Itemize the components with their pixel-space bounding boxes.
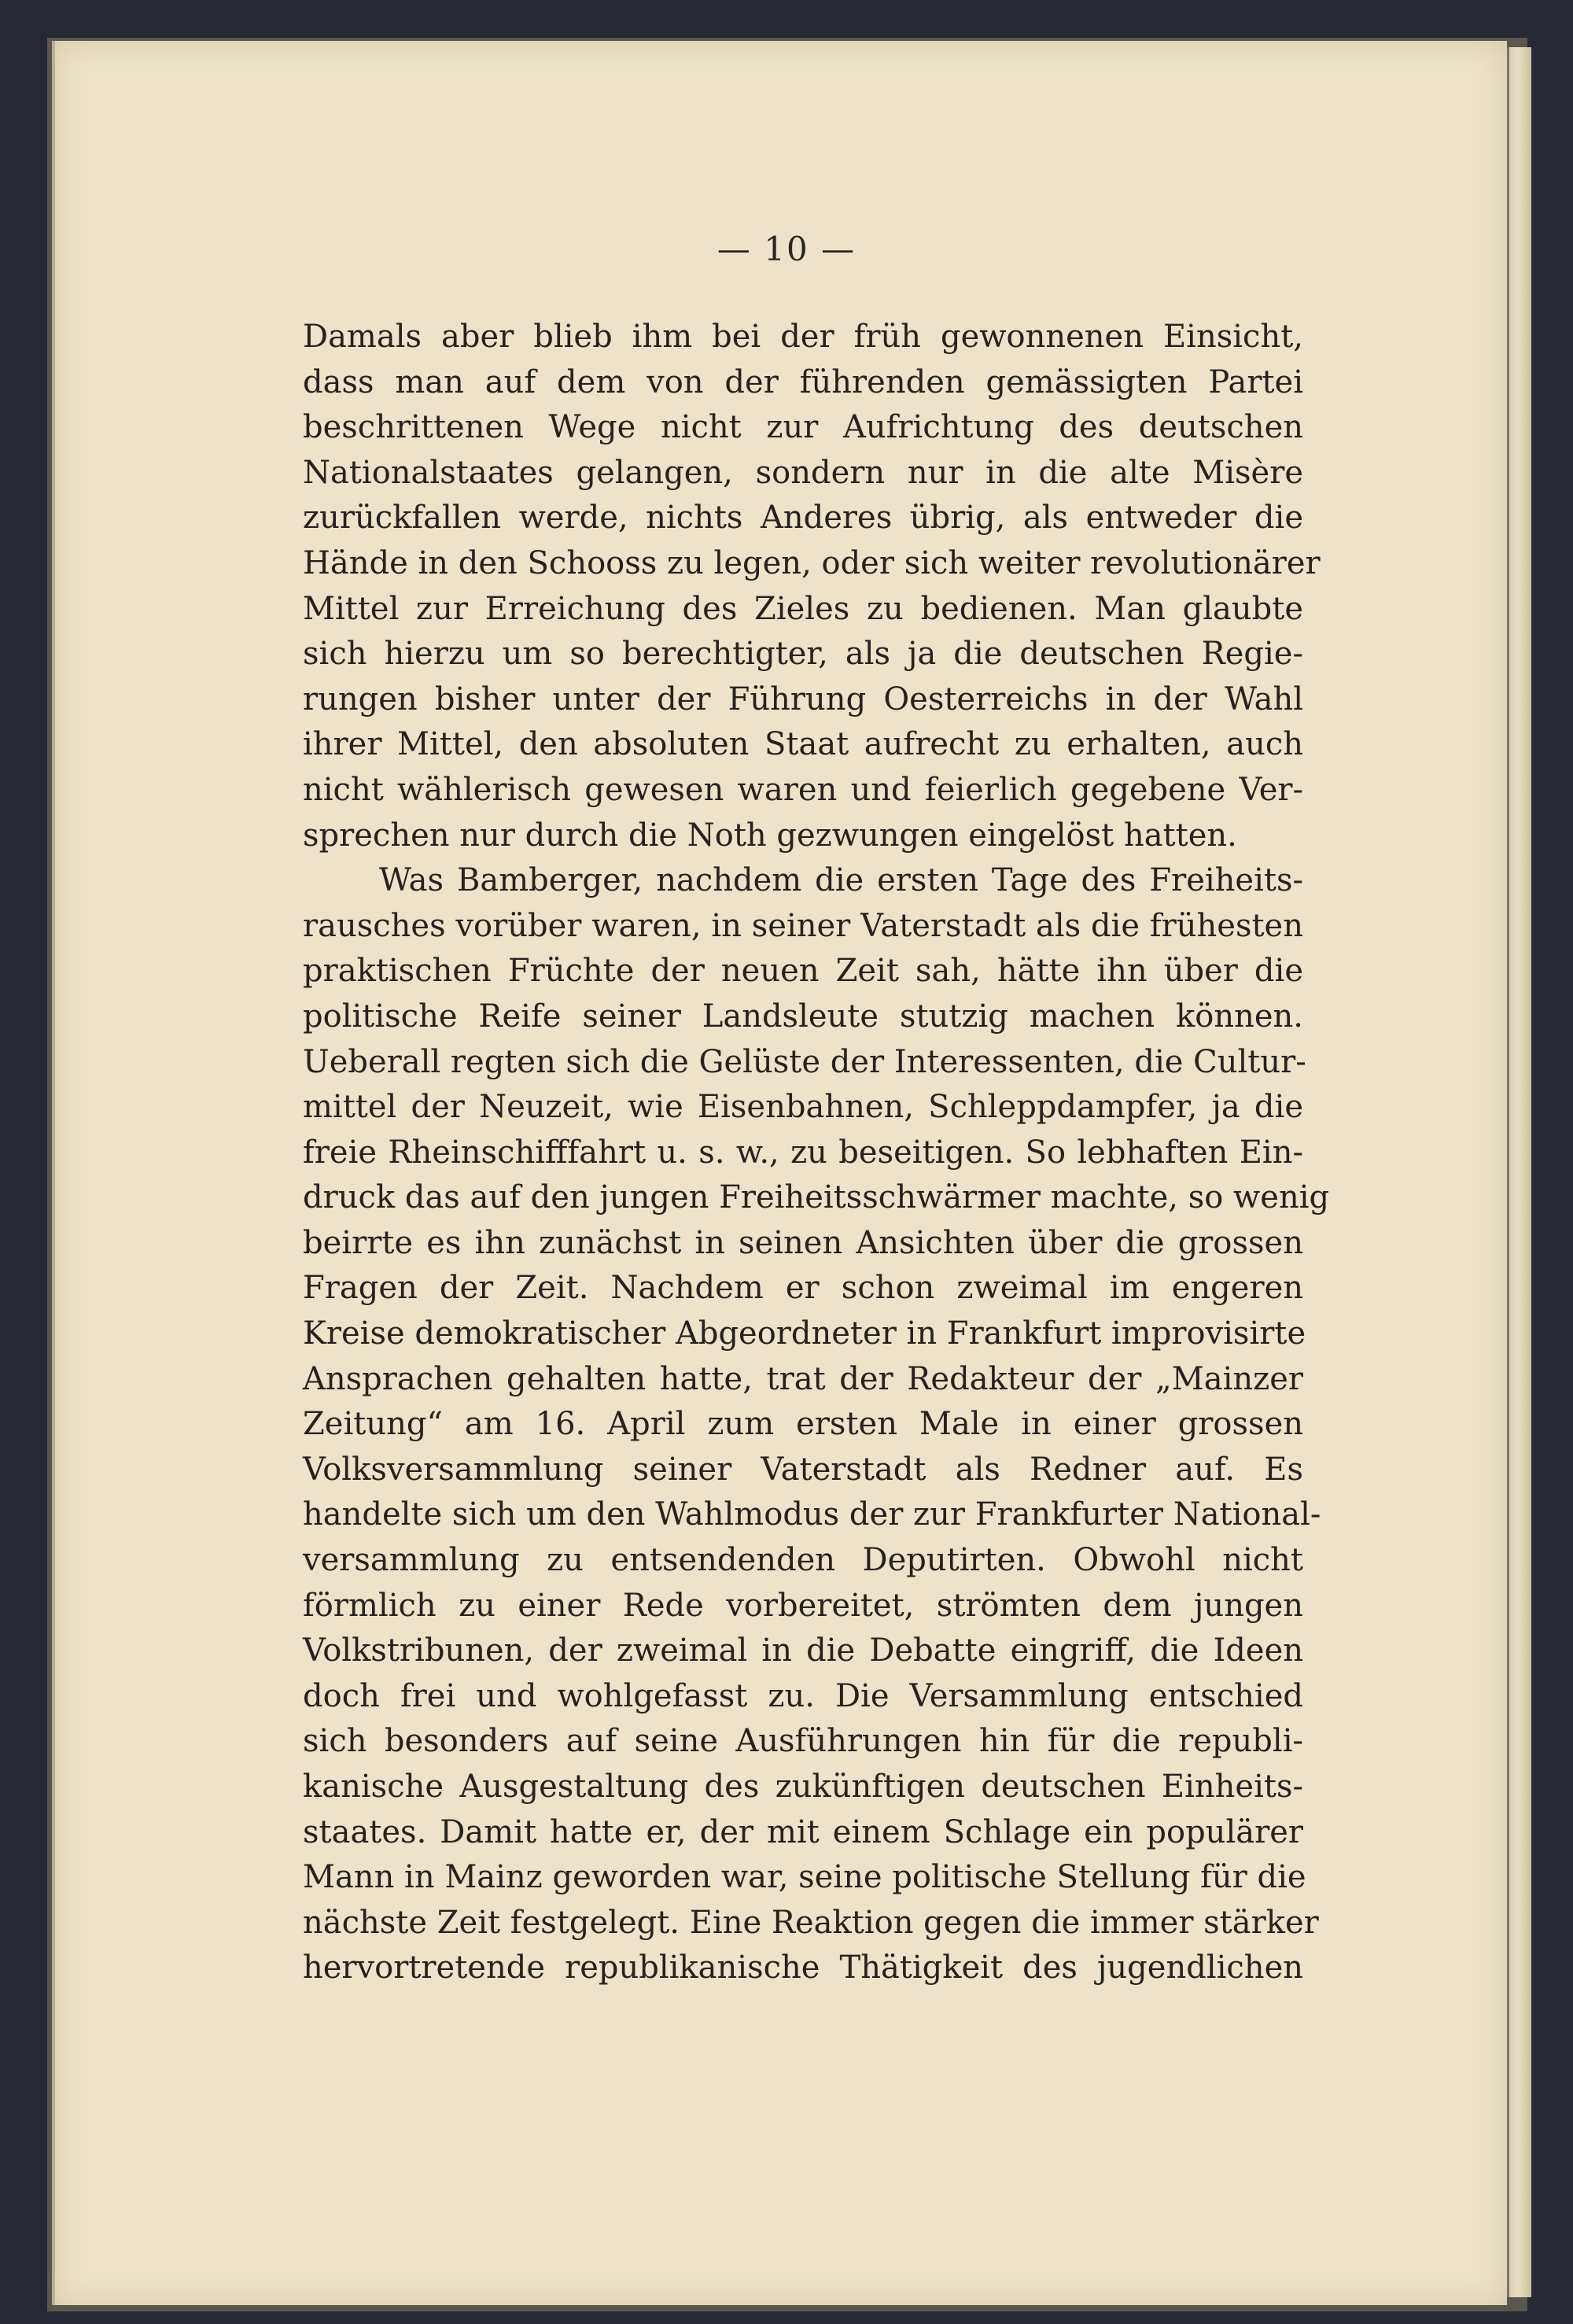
- text-line: förmlich zu einer Rede vorbereitet, strömten dem jungen: [303, 1587, 1303, 1624]
- paragraph-1: [303, 315, 1321, 858]
- text-line: Mittel zur Erreichung des Zieles zu bedienen. Man glaubte: [303, 590, 1303, 627]
- text-line: hervortretende republikanische Thätigkeit des jugendlichen: [303, 1950, 1303, 1986]
- text-line: beschrittenen Wege nicht zur Aufrichtung des deutschen: [303, 409, 1303, 446]
- text-line: ihrer Mittel, den absoluten Staat aufrecht zu erhalten, auch: [303, 726, 1303, 763]
- text-line: nicht wählerisch gewesen waren und feierlich gegebene Ver-: [303, 771, 1303, 808]
- text-line: Hände in den Schooss zu legen, oder sich weiter revolutionärer: [303, 544, 1321, 581]
- page-right-edge: [1507, 47, 1531, 2297]
- text-line: Mann in Mainz geworden war, seine politische Stellung für die: [303, 1859, 1306, 1896]
- text-line: mittel der Neuzeit, wie Eisenbahnen, Schleppdampfer, ja die: [303, 1089, 1303, 1126]
- text-line: versammlung zu entsendenden Deputirten. Obwohl nicht: [303, 1542, 1303, 1579]
- text-line: rausches vorüber waren, in seiner Vaterstadt als die frühesten: [303, 907, 1303, 944]
- text-line: Volkstribunen, der zweimal in die Debatte eingriff, die Ideen: [303, 1632, 1303, 1669]
- text-line: sprechen nur durch die Noth gezwungen eingelöst hatten.: [303, 817, 1237, 854]
- text-line: kanische Ausgestaltung des zukünftigen deutschen Einheits-: [303, 1769, 1303, 1805]
- text-line: politische Reife seiner Landsleute stutzig machen können.: [303, 998, 1303, 1035]
- text-line: handelte sich um den Wahlmodus der zur Frankfurter National-: [303, 1496, 1321, 1533]
- page-left-edge: [52, 41, 55, 2305]
- text-line: Was Bamberger, nachdem die ersten Tage des Freiheits-: [379, 862, 1303, 899]
- text-line: Ansprachen gehalten hatte, trat der Redakteur der „Mainzer: [303, 1360, 1303, 1397]
- text-line: Kreise demokratischer Abgeordneter in Frankfurt improvisirte: [303, 1315, 1306, 1352]
- text-line: Volksversammlung seiner Vaterstadt als Redner auf. Es: [303, 1451, 1303, 1488]
- text-line: freie Rheinschifffahrt u. s. w., zu beseitigen. So lebhaften Ein-: [303, 1134, 1303, 1171]
- paragraph-2: [303, 858, 1330, 1991]
- page-number: — 10 —: [717, 230, 856, 268]
- text-line: dass man auf dem von der führenden gemässigten Partei: [303, 363, 1303, 400]
- text-line: Fragen der Zeit. Nachdem er schon zweimal im engeren: [303, 1270, 1303, 1307]
- text-line: Nationalstaates gelangen, sondern nur in die alte Misère: [303, 454, 1303, 491]
- text-line: praktischen Früchte der neuen Zeit sah, hätte ihn über die: [303, 953, 1303, 990]
- text-line: Ueberall regten sich die Gelüste der Interessenten, die Cultur-: [303, 1043, 1306, 1080]
- text-line: druck das auf den jungen Freiheitsschwärmer machte, so wenig: [303, 1179, 1330, 1216]
- text-line: doch frei und wohlgefasst zu. Die Versammlung entschied: [303, 1677, 1303, 1714]
- body-text: [303, 315, 1330, 1991]
- text-line: Zeitung“ am 16. April zum ersten Male in einer grossen: [303, 1406, 1303, 1443]
- text-line: zurückfallen werde, nichts Anderes übrig, als entweder die: [303, 500, 1303, 537]
- text-line: sich hierzu um so berechtigter, als ja die deutschen Regie-: [303, 636, 1303, 673]
- text-line: beirrte es ihn zunächst in seinen Ansichten über die grossen: [303, 1224, 1303, 1261]
- text-line: sich besonders auf seine Ausführungen hin für die republi-: [303, 1723, 1303, 1760]
- text-line: staates. Damit hatte er, der mit einem Schlage ein populärer: [303, 1813, 1303, 1850]
- text-line: Damals aber blieb ihm bei der früh gewonnenen Einsicht,: [303, 319, 1303, 355]
- text-line: rungen bisher unter der Führung Oesterreichs in der Wahl: [303, 681, 1303, 717]
- text-line: nächste Zeit festgelegt. Eine Reaktion gegen die immer stärker: [303, 1904, 1319, 1941]
